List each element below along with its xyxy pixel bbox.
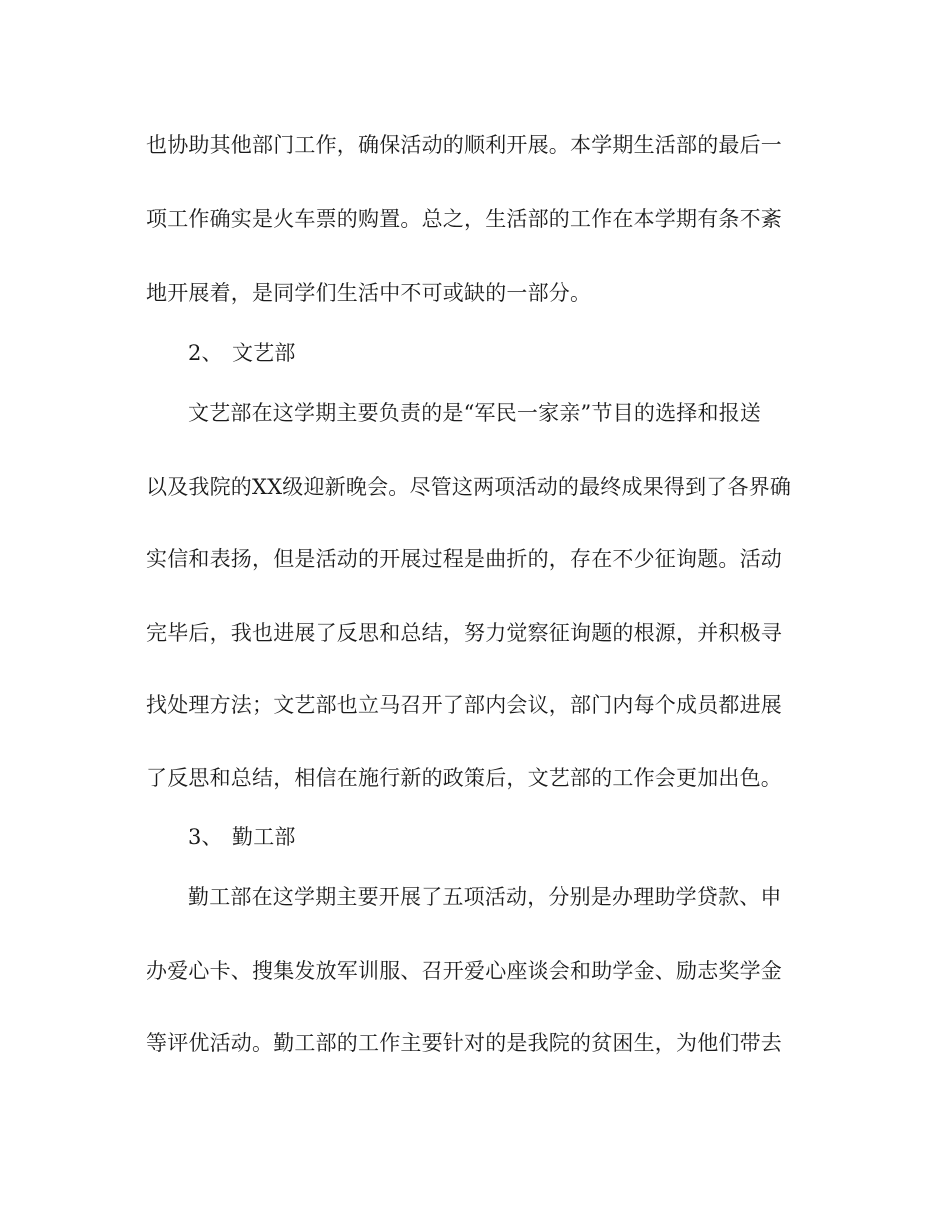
paragraph-line: 办爱心卡、搜集发放军训服、召开爱心座谈会和助学金、励志奖学金 (146, 959, 782, 983)
paragraph-line: 找处理方法；文艺部也立马召开了部内会议，部门内每个成员都进展 (146, 693, 782, 717)
section-heading-3 (188, 823, 848, 851)
section-heading-2 (188, 339, 848, 367)
paragraph-line: 也协助其他部门工作，确保活动的顺利开展。本学期生活部的最后一 (146, 133, 782, 157)
section-number: 3、 (188, 825, 223, 849)
paragraph-line: 以及我院的XX级迎新晚会。尽管这两项活动的最终成果得到了各界确 (146, 475, 792, 499)
paragraph-line: 项工作确实是火车票的购置。总之，生活部的工作在本学期有条不紊 (146, 207, 782, 231)
paragraph-line: 文艺部在这学期主要负责的是“军民一家亲”节目的选择和报送 (188, 401, 762, 425)
paragraph-line: 等评优活动。勤工部的工作主要针对的是我院的贫困生，为他们带去 (146, 1031, 782, 1055)
paragraph-line: 了反思和总结，相信在施行新的政策后，文艺部的工作会更加出色。 (146, 766, 782, 790)
paragraph-line: 地开展着，是同学们生活中不可或缺的一部分。 (146, 281, 592, 305)
section-number: 2、 (188, 341, 223, 365)
section-title: 勤工部 (232, 825, 296, 849)
section-title: 文艺部 (232, 341, 296, 365)
paragraph-line: 实信和表扬，但是活动的开展过程是曲折的，存在不少征询题。活动 (146, 547, 782, 571)
paragraph-line: 完毕后，我也进展了反思和总结，努力觉察征询题的根源，并积极寻 (146, 621, 782, 645)
paragraph-line: 勤工部在这学期主要开展了五项活动，分别是办理助学贷款、申 (188, 885, 782, 909)
